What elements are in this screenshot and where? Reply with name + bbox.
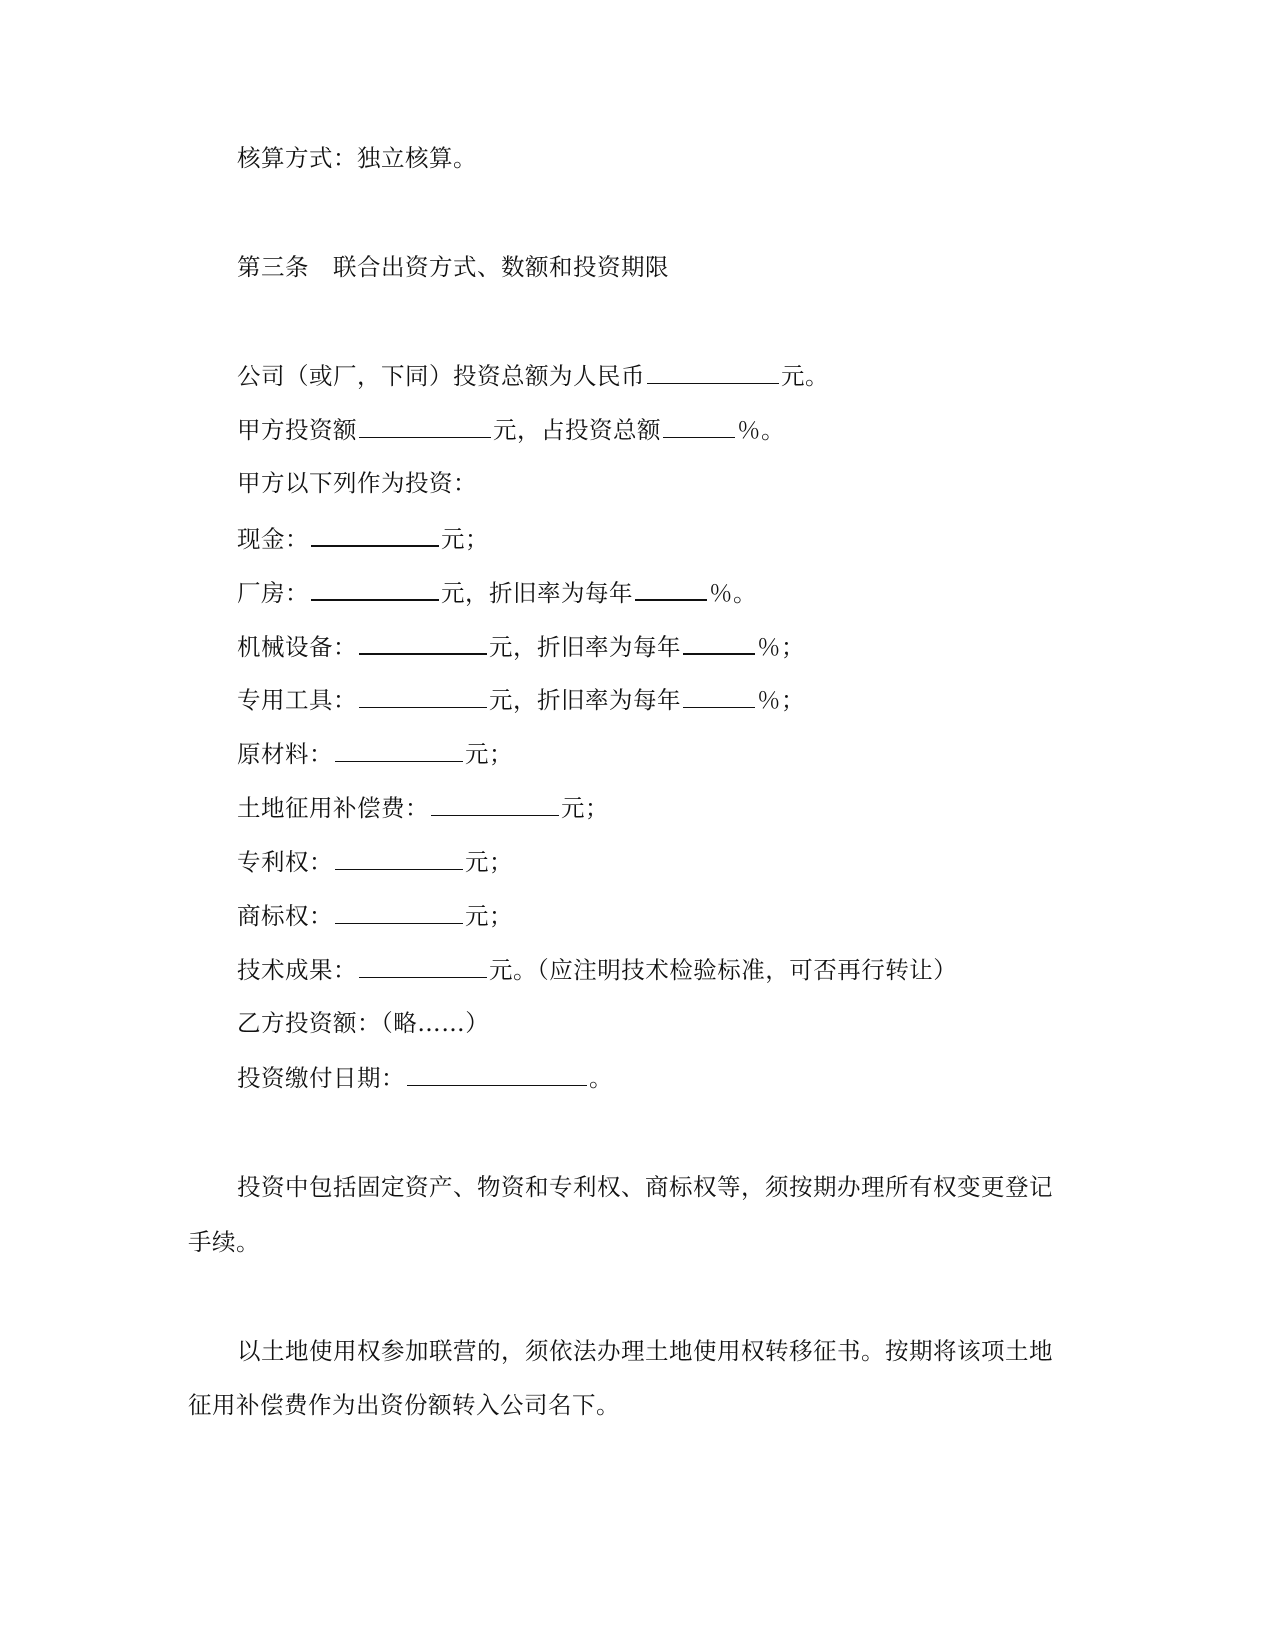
factory-depreciation-blank[interactable] (635, 575, 707, 601)
party-a-percent-blank[interactable] (663, 413, 735, 438)
total-investment-label: 公司（或厂，下同）投资总额为人民币 (237, 362, 645, 390)
tools-depreciation-blank[interactable] (683, 683, 755, 708)
currency-unit: 元； (465, 740, 513, 768)
party-b-amount-text: 乙方投资额：（略……） (237, 1009, 490, 1037)
depreciation-label: 元，折旧率为每年 (489, 633, 681, 661)
period-mark: 。 (589, 1064, 613, 1092)
total-investment-line (237, 359, 829, 392)
payment-date-line (237, 1061, 613, 1094)
accounting-method-line (237, 142, 477, 174)
factory-label: 厂房： (237, 579, 309, 607)
article-three-heading (237, 251, 669, 283)
patent-label: 专利权： (237, 848, 333, 876)
currency-unit: 元； (465, 848, 513, 876)
machinery-blank[interactable] (359, 629, 487, 655)
tools-line (237, 683, 805, 716)
total-investment-blank[interactable] (647, 359, 779, 384)
land-compensation-label: 土地征用补偿费： (237, 794, 429, 822)
machinery-depreciation-blank[interactable] (683, 629, 755, 655)
raw-materials-blank[interactable] (335, 737, 463, 762)
trademark-line (237, 899, 513, 932)
payment-date-label: 投资缴付日期： (237, 1064, 405, 1092)
ownership-paragraph-text: 投资中包括固定资产、物资和专利权、商标权等，须按期办理所有权变更登记 (237, 1173, 1053, 1201)
tools-label: 专用工具： (237, 686, 357, 714)
percent-unit: ％； (757, 633, 805, 661)
percent-unit: ％； (757, 686, 805, 714)
party-a-amount-blank[interactable] (359, 413, 491, 438)
machinery-line (237, 629, 805, 663)
technology-line (237, 953, 957, 986)
factory-blank[interactable] (311, 575, 439, 601)
party-a-amount-line (237, 413, 785, 446)
percent-unit: ％。 (709, 579, 757, 607)
currency-unit: 元； (441, 525, 489, 553)
patent-blank[interactable] (335, 845, 463, 870)
raw-materials-line (237, 737, 513, 770)
trademark-blank[interactable] (335, 899, 463, 924)
machinery-label: 机械设备： (237, 633, 357, 661)
land-paragraph-line2 (188, 1389, 620, 1421)
land-paragraph-line1 (237, 1335, 1053, 1367)
party-a-amount-label: 甲方投资额 (237, 416, 357, 444)
land-paragraph-text: 征用补偿费作为出资份额转入公司名下。 (188, 1391, 620, 1419)
ownership-paragraph-text: 手续。 (188, 1228, 260, 1256)
land-paragraph-text: 以土地使用权参加联营的，须依法办理土地使用权转移征书。按期将该项土地 (237, 1337, 1053, 1365)
trademark-label: 商标权： (237, 902, 333, 930)
factory-line (237, 575, 757, 609)
depreciation-label: 元，折旧率为每年 (441, 579, 633, 607)
land-compensation-line (237, 791, 609, 824)
article-heading-text: 第三条 联合出资方式、数额和投资期限 (237, 253, 669, 281)
payment-date-blank[interactable] (407, 1061, 587, 1086)
ownership-paragraph-line2 (188, 1226, 260, 1258)
technology-blank[interactable] (359, 953, 487, 978)
party-b-amount-line (237, 1007, 489, 1039)
ownership-paragraph-line1 (237, 1171, 1053, 1203)
currency-unit: 元。 (781, 362, 829, 390)
currency-unit: 元； (465, 902, 513, 930)
cash-label: 现金： (237, 525, 309, 553)
currency-unit: 元； (561, 794, 609, 822)
tools-blank[interactable] (359, 683, 487, 708)
party-a-items-intro-text: 甲方以下列作为投资： (237, 469, 477, 497)
depreciation-label: 元，折旧率为每年 (489, 686, 681, 714)
cash-blank[interactable] (311, 521, 439, 547)
cash-line (237, 521, 489, 555)
land-compensation-blank[interactable] (431, 791, 559, 816)
party-a-items-intro (237, 467, 477, 499)
technology-note: 元。（应注明技术检验标准，可否再行转让） (489, 956, 958, 984)
technology-label: 技术成果： (237, 956, 357, 984)
accounting-method-text: 核算方式：独立核算。 (237, 144, 477, 172)
raw-materials-label: 原材料： (237, 740, 333, 768)
percent-unit: ％。 (737, 416, 785, 444)
party-a-share-label: 元，占投资总额 (493, 416, 661, 444)
patent-line (237, 845, 513, 878)
